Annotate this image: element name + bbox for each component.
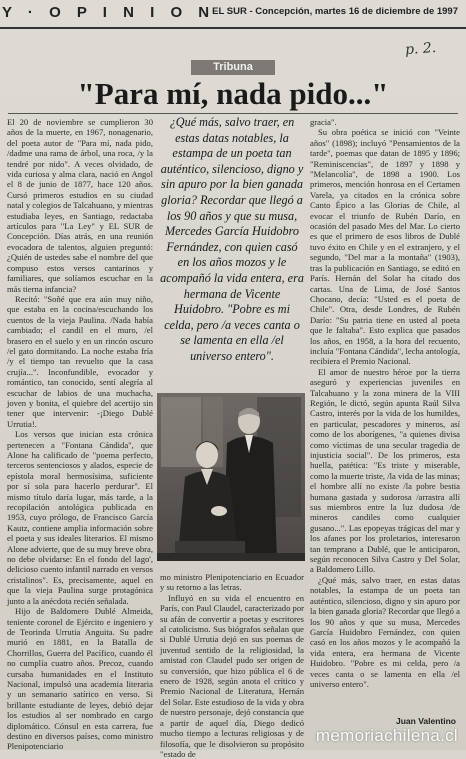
article-column-2-continued <box>160 572 304 759</box>
paragraph: ¿Qué más, salvo traer, en estas datas notables, la estampa de un poeta tan auténtico, silencioso, digno y sin apuro por la bien ganada gloria? Recordar que llegó a los 90 años y que su musa, Mercedes García Huidobro Fernández, con quien casó en los años mozos y le acompañó la vida entera, era hermana de Vicente Huidobro. "Pobre es mi celda, pero /a veces canta o se lamenta en ella /el universo entero". <box>310 574 460 689</box>
paragraph: Influyó en su vida el encuentro en París, con Paul Claudel, caracterizado por su afán de convertir a poetas y escritores al catolicismo. Sus biógrafos señalan que si Dublé Urrutia dejó en sus poemas de juventud sentido de la religiosidad, la amistad con Claudel pudo ser origen de su conversión, que hizo pública el 6 de enero de 1928, según anota el crítico y Premio Nacional de Literatura, Hernán del Solar. Este estudioso de la vida y obra de nuestro personaje, dejó constancia que a partir de aquel día, Diego dedicó mucho tiempo a lecturas religiosas y de filosofía, que le disolvieron su propósito "estado de <box>160 592 304 759</box>
couple-portrait-image <box>157 393 305 561</box>
header-dateline: EL SUR - Concepción, martes 16 de diciembre de 1997 <box>212 6 458 17</box>
page-header <box>0 0 466 30</box>
paragraph: Su obra poética se inició con "Veinte años" (1898); incluyó "Pensamientos de la tarde", poemas que datan de 1895 y 1896; "Reminiscencias", de 1897 y 1898 y "Melancolía", de 1898 a 1900. Los primeros, mención honrosa en el Certamen Varela, ya citados en la crónica sobre Canto Épico a las Glorias de Chile, al evocar el triunfo de Rubén Darío, en ocasión del pasado Mes del Mar. Lo cierto es que el primero de esos libros de Dublé tuvo éxito en Chile y en el extranjero, y el segundo, "Del mar a la montaña" (1903), tras la publicación en Santiago, se editó en París. Hernán del Solar ha citado dos cartas. Una de Lima, de José Santos Chocano, decía: "Usted es el poeta de Chile". Otra, desde Londres, de Rubén Darío: "Su patria tiene en usted al poeta que le faltaba". Esto explica que pasados los años, en 1958, a la hora del recuento, incluía "Fontana Cándida", lecha antología, recibiera el Premio Nacional. <box>310 127 460 367</box>
section-name: Y · O P I N I O N <box>2 4 216 21</box>
paragraph: El 20 de noviembre se cumplieron 30 años de la muerte, en 1967, nonagenario, del poeta autor de "Para mí, nada pido, /dadme una rama de árbol, una roca, /y la tendré por nido". A veces olvidado, de vida curiosa y alma clara, nació en Angol el 8 de junio de 1877, hace 120 años. Cursó primeros estudios en su ciudad natal y colegios de Talcahuano, y mientras estudiaba leyes, en Santiago, redactaba artículos para "La Ley" y EL SUR de Concepción. Días atrás, en una reunión evocadora de talentos, alguien preguntó: ¿Quién de ustedes sabe el nombre del que compuso estos versos cantarinos y familiares, que solíamos escuchar en la más tierna infancia? <box>7 117 154 294</box>
archive-watermark: memoriachilena.cl <box>315 726 458 745</box>
paragraph: Recitó: "Soñé que era aún muy niño, que estaba en la cocina/escuchando los cuentos de la vieja Paulina. /Nada había cambiado; el candil en el muro, /el brasero en el suelo y en un rincón oscuro /el gato dormitando. La noche estaba fría /y el tiempo tan revuelto que la casa crujía...". Inconfundible, evocador y romántico, tan conocido, sentí alegría al escuchar de labios de una muchacha, joven y bonita, el quiebre del acertijo sin tener que intervenir: -¡Diego Dublé Urrutia!. <box>7 293 153 429</box>
portrait-photo <box>157 393 305 561</box>
headline-rule <box>8 113 458 114</box>
author-signature: Juan Valentino <box>396 716 456 726</box>
paragraph: Los versos que inician esta crónica pertenecen a "Fontana Cándida", que Alone ha calificado de "poema perfecto, terceros sentenciosos y alados, especie de epístola moral hermosísima, suficiente por sí sola para hacerlo perdurar". El mismo título daría lugar, más tarde, a la recopilación antológica publicada en 1953, cuyo prólogo, de Francisco García Kautz, contiene amplia información sobre el poeta y sus ideales literarios. El mismo Alone advierte, que de su muy breve obra, no debe olvidarse: En el fondo del lago', delicioso cuento infantil narrado en versos cristalinos". Es, precisamente, aquel en que la vieja Paulina surge protagónica junto a la anécdota recién señalada. <box>7 429 153 606</box>
pull-quote: ¿Qué más, salvo traer, en estas datas notables, la estampa de un poeta tan auténtico, silencioso, digno y sin apuro por la bien ganada gloria? Recordar que llegó a los 90 años y que su musa, Mercedes García Huidobro Fernández, con quien casó en los años mozos y le acompañó la vida entera, era hermana de Vicente Huidobro. "Pobre es mi celda, pero /a veces canta o se lamenta en ella /el universo entero". <box>160 115 304 363</box>
header-rule <box>0 27 466 29</box>
paragraph: Hijo de Baldomero Dublé Almeida, teniente coronel de Ejército e ingeniero y de Teorinda Urrutia Anguita. Su padre murió en 1881, en la Batalla de Chorrillos, Guerra del Pacífico, cuando él no cumplía cuatro años. Precoz, cuando cursaba humanidades en el Instituto Nacional, impulsó una academia literaria y un semanario satírico en verso. Si brillante estudiante de leyes, debió dejar los estudios al ser nombrado en cargo diplomático. Cónsul en esta carrera, fue destino en diversos países, como ministro Plenipotenciario <box>7 606 153 752</box>
paragraph: El amor de nuestro héroe por la tierra aseguró y experiencias juveniles en Talcahuano y la zona minera de la VIII Región, le dictó, según apunta Raúl Silva Castro, interés por la vida de los humildes, en particular, pescadores y mineros, así como de los aborígenes, "a quienes divisa como víctimas de una secular tragedia de injusticia social". De los primeros, esta huella, patética: "Es triste y miserable, como la muerte triste, /la vida de las minas; el hombre allí no existe /la pobre bestia humana gastada y sudorosa /arrastra allí sus miembros entre la luz dudosa /de mineros candiles como cualquier gusano...". Las epopeyas trágicas del mar y los afanes por los proletarios, interesaron tan temprano a Dublé, que le anticiparon, según reconocen Silva Castro y Del Solar, a Baldomero Lillo. <box>310 366 460 575</box>
paragraph: mo ministro Plenipotenciario en Ecuador y su retorno a las letras. <box>160 572 304 593</box>
section-tag: Tribuna <box>191 60 275 75</box>
article-column-3 <box>310 117 460 729</box>
handwritten-page-note: p. 2. <box>404 39 437 59</box>
headline: "Para mí, nada pido..." <box>77 76 389 111</box>
article-column-1 <box>7 117 154 752</box>
paragraph: gracia". <box>310 117 337 127</box>
